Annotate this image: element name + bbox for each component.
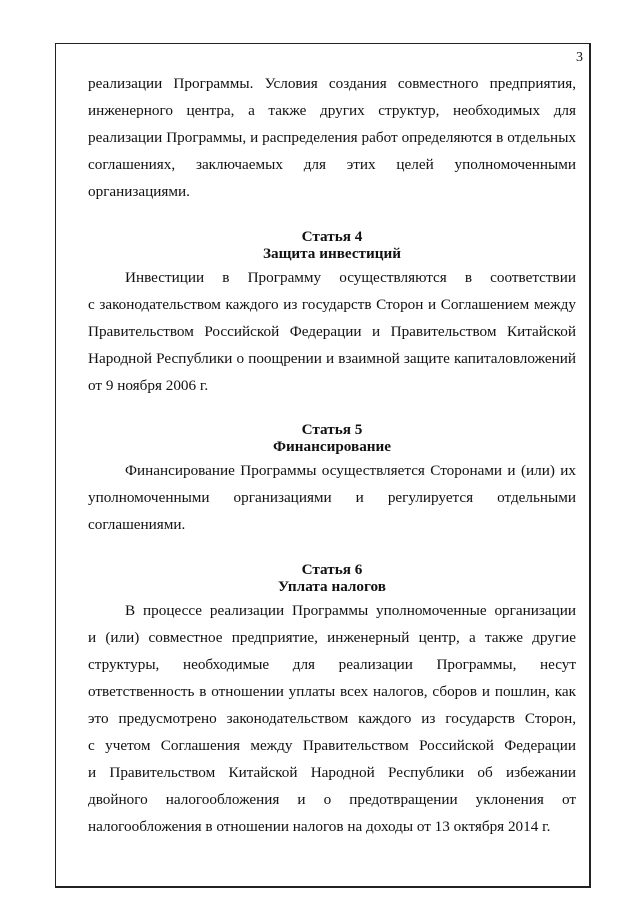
- paragraph-line: и (или) совместное предприятие, инженерный центр, а также другие: [88, 629, 576, 646]
- paragraph-line: Правительством Российской Федерации и Правительством Китайской: [88, 323, 576, 340]
- paragraph-line: ответственность в отношении уплаты всех налогов, сборов и пошлин, как: [88, 683, 576, 700]
- paragraph-line: Народной Республики о поощрении и взаимной защите капиталовложений: [88, 350, 576, 367]
- paragraph-line: двойного налогообложения и о предотвращении уклонения от: [88, 791, 576, 808]
- article-6-number: Статья 6: [301, 561, 363, 578]
- article-5-title: Финансирование: [272, 438, 392, 455]
- paragraph-line: В процессе реализации Программы уполномоченные организации: [125, 602, 576, 619]
- paragraph-line: это предусмотрено законодательством каждого из государств Сторон,: [88, 710, 576, 727]
- paragraph-line: организациями.: [88, 183, 190, 200]
- paragraph-line: от 9 ноября 2006 г.: [88, 377, 209, 394]
- paragraph-line: реализации Программы. Условия создания совместного предприятия,: [88, 75, 576, 92]
- paragraph-line: Финансирование Программы осуществляется Сторонами и (или) их: [125, 462, 576, 479]
- paragraph-line: реализации Программы, и распределения работ определяются в отдельных: [88, 129, 576, 146]
- paragraph-line: с учетом Соглашения между Правительством Российской Федерации: [88, 737, 576, 754]
- paragraph-line: уполномоченными организациями и регулируется отдельными: [88, 489, 576, 506]
- article-5-number: Статья 5: [301, 421, 363, 438]
- paragraph-line: с законодательством каждого из государств Сторон и Соглашением между: [88, 296, 576, 313]
- paragraph-line: инженерного центра, а также других структур, необходимых для: [88, 102, 576, 119]
- article-4-title: Защита инвестиций: [262, 245, 402, 262]
- paragraph-line: соглашениями.: [88, 516, 186, 533]
- paragraph-line: налогообложения в отношении налогов на доходы от 13 октября 2014 г.: [88, 818, 551, 835]
- paragraph-line: и Правительством Китайской Народной Республики об избежании: [88, 764, 576, 781]
- paragraph-line: соглашениях, заключаемых для этих целей уполномоченными: [88, 156, 576, 173]
- page-number: 3: [576, 50, 583, 65]
- paragraph-line: структуры, необходимые для реализации Программы, несут: [88, 656, 576, 673]
- article-6-title: Уплата налогов: [278, 578, 386, 595]
- paragraph-line: Инвестиции в Программу осуществляются в соответствии: [125, 269, 576, 286]
- article-4-number: Статья 4: [301, 228, 363, 245]
